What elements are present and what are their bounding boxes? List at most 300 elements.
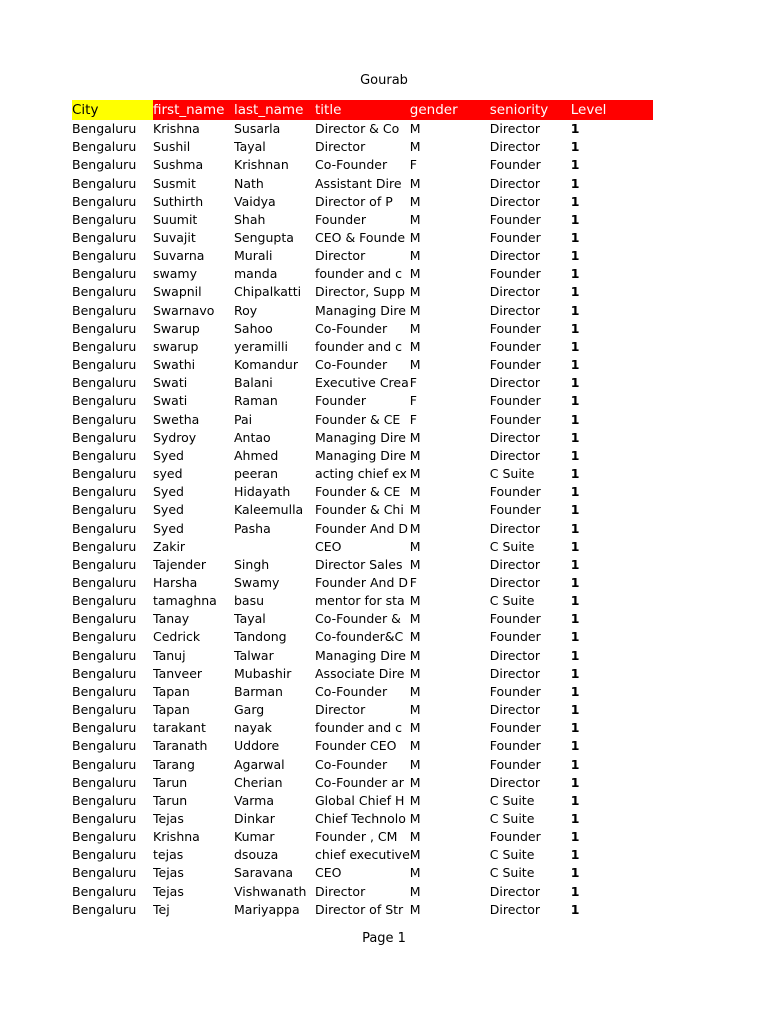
cell-first-name: Suthirth <box>153 193 204 209</box>
cell-last-name: Cherian <box>234 774 283 790</box>
cell-first-name: Swapnil <box>153 284 202 300</box>
cell-last-name: Agarwal <box>234 756 285 772</box>
cell-city: Bengaluru <box>72 211 137 227</box>
table-row <box>72 302 653 320</box>
cell-last-name: Saravana <box>234 865 294 881</box>
cell-seniority: C Suite <box>489 466 535 482</box>
cell-last-name: Varma <box>234 792 274 808</box>
table-header-row <box>72 100 653 120</box>
page-header: Gourab <box>360 73 408 88</box>
cell-level: 1 <box>570 484 580 500</box>
cell-city: Bengaluru <box>72 502 137 518</box>
cell-level: 1 <box>570 193 580 209</box>
cell-seniority: Founder <box>489 683 541 699</box>
cell-first-name: Sushil <box>153 139 191 155</box>
data-table <box>72 100 653 919</box>
cell-last-name: Dinkar <box>234 811 275 827</box>
cell-title: Co-Founder <box>315 756 388 772</box>
table-row <box>72 538 653 556</box>
cell-last-name: Antao <box>234 429 271 445</box>
cell-first-name: tejas <box>153 847 184 863</box>
cell-city: Bengaluru <box>72 865 137 881</box>
cell-last-name: nayak <box>234 720 272 736</box>
cell-seniority: Founder <box>489 338 541 354</box>
cell-gender: M <box>409 883 421 899</box>
cell-first-name: Harsha <box>153 574 198 590</box>
table-row <box>72 755 653 773</box>
cell-gender: M <box>409 121 421 137</box>
cell-title: Founder & Chi <box>315 502 404 518</box>
table-row <box>72 864 653 882</box>
cell-title: mentor for sta <box>315 593 405 609</box>
table-row <box>72 592 653 610</box>
cell-first-name: Swati <box>153 393 188 409</box>
cell-seniority: C Suite <box>489 847 535 863</box>
cell-city: Bengaluru <box>72 320 137 336</box>
cell-gender: M <box>409 284 421 300</box>
cell-first-name: Swarup <box>153 320 200 336</box>
cell-last-name: Sengupta <box>234 230 294 246</box>
cell-last-name: peeran <box>234 466 279 482</box>
cell-first-name: Tajender <box>153 556 207 572</box>
cell-gender: M <box>409 248 421 264</box>
cell-title: CEO <box>315 865 342 881</box>
cell-city: Bengaluru <box>72 393 137 409</box>
cell-level: 1 <box>570 847 580 863</box>
table-row <box>72 120 653 138</box>
table-row <box>72 429 653 447</box>
column-header-gender: gender <box>410 100 490 120</box>
table-row <box>72 774 653 792</box>
cell-gender: M <box>409 175 421 191</box>
table-row <box>72 247 653 265</box>
table-row <box>72 647 653 665</box>
cell-first-name: Krishna <box>153 121 200 137</box>
table-row <box>72 392 653 410</box>
cell-seniority: Director <box>489 520 540 536</box>
cell-city: Bengaluru <box>72 574 137 590</box>
cell-level: 1 <box>570 375 580 391</box>
cell-title: Director of Str <box>315 901 404 917</box>
cell-seniority: Director <box>489 556 540 572</box>
cell-level: 1 <box>570 466 580 482</box>
cell-city: Bengaluru <box>72 665 137 681</box>
cell-last-name: Kumar <box>234 829 275 845</box>
cell-last-name: Tayal <box>234 139 266 155</box>
cell-gender: M <box>409 593 421 609</box>
cell-level: 1 <box>570 683 580 699</box>
cell-seniority: Founder <box>489 393 541 409</box>
cell-city: Bengaluru <box>72 375 137 391</box>
table-row <box>72 174 653 192</box>
cell-title: Executive Crea <box>315 375 409 391</box>
cell-gender: M <box>409 556 421 572</box>
cell-last-name: Shah <box>234 211 266 227</box>
cell-level: 1 <box>570 230 580 246</box>
cell-city: Bengaluru <box>72 738 137 754</box>
cell-first-name: Krishna <box>153 829 200 845</box>
cell-city: Bengaluru <box>72 411 137 427</box>
cell-title: Co-Founder ar <box>315 774 404 790</box>
cell-title: Managing Dire <box>315 447 406 463</box>
table-row <box>72 683 653 701</box>
table-row <box>72 447 653 465</box>
cell-level: 1 <box>570 520 580 536</box>
cell-gender: M <box>409 357 421 373</box>
cell-gender: F <box>409 375 417 391</box>
cell-first-name: Sushma <box>153 157 204 173</box>
cell-first-name: Tanay <box>153 611 190 627</box>
table-row <box>72 156 653 174</box>
cell-title: Founder & CE <box>315 484 401 500</box>
cell-first-name: tarakant <box>153 720 206 736</box>
cell-title: Founder , CM <box>315 829 398 845</box>
cell-seniority: Founder <box>489 484 541 500</box>
cell-seniority: Founder <box>489 357 541 373</box>
cell-city: Bengaluru <box>72 338 137 354</box>
cell-gender: M <box>409 302 421 318</box>
cell-gender: M <box>409 683 421 699</box>
table-row <box>72 792 653 810</box>
cell-city: Bengaluru <box>72 466 137 482</box>
cell-level: 1 <box>570 284 580 300</box>
cell-last-name: manda <box>234 266 278 282</box>
cell-city: Bengaluru <box>72 593 137 609</box>
table-row <box>72 265 653 283</box>
cell-seniority: Director <box>489 574 540 590</box>
table-row <box>72 628 653 646</box>
table-row <box>72 574 653 592</box>
cell-gender: M <box>409 193 421 209</box>
cell-last-name: Nath <box>234 175 264 191</box>
cell-city: Bengaluru <box>72 901 137 917</box>
table-row <box>72 338 653 356</box>
cell-city: Bengaluru <box>72 357 137 373</box>
column-header-city: City <box>72 100 153 120</box>
table-row <box>72 556 653 574</box>
cell-last-name: Pai <box>234 411 253 427</box>
cell-city: Bengaluru <box>72 175 137 191</box>
cell-first-name: Susmit <box>153 175 196 191</box>
cell-title: founder and c <box>315 720 402 736</box>
table-row <box>72 501 653 519</box>
cell-title: Director of P <box>315 193 393 209</box>
cell-title: Director <box>315 248 366 264</box>
cell-last-name: Mubashir <box>234 665 292 681</box>
cell-title: chief executive <box>315 847 410 863</box>
cell-last-name: Ahmed <box>234 447 279 463</box>
cell-last-name: Singh <box>234 556 270 572</box>
cell-level: 1 <box>570 447 580 463</box>
cell-level: 1 <box>570 883 580 899</box>
cell-first-name: Tejas <box>153 883 184 899</box>
cell-gender: M <box>409 538 421 554</box>
cell-level: 1 <box>570 175 580 191</box>
cell-level: 1 <box>570 121 580 137</box>
cell-city: Bengaluru <box>72 792 137 808</box>
page-footer: Page 1 <box>362 931 406 946</box>
cell-first-name: Swati <box>153 375 188 391</box>
cell-first-name: Tejas <box>153 865 184 881</box>
cell-city: Bengaluru <box>72 556 137 572</box>
cell-level: 1 <box>570 139 580 155</box>
cell-title: Associate Dire <box>315 665 405 681</box>
cell-seniority: Director <box>489 647 540 663</box>
cell-city: Bengaluru <box>72 284 137 300</box>
cell-seniority: Founder <box>489 829 541 845</box>
table-row <box>72 846 653 864</box>
cell-level: 1 <box>570 211 580 227</box>
cell-last-name: Roy <box>234 302 258 318</box>
cell-level: 1 <box>570 157 580 173</box>
table-row <box>72 719 653 737</box>
cell-gender: M <box>409 338 421 354</box>
cell-level: 1 <box>570 611 580 627</box>
cell-last-name: Sahoo <box>234 320 273 336</box>
cell-seniority: C Suite <box>489 865 535 881</box>
cell-title: Founder CEO <box>315 738 397 754</box>
cell-first-name: Suvajit <box>153 230 196 246</box>
cell-gender: F <box>409 393 417 409</box>
cell-gender: M <box>409 865 421 881</box>
cell-seniority: C Suite <box>489 792 535 808</box>
cell-last-name: Vishwanath <box>234 883 307 899</box>
cell-last-name: Mariyappa <box>234 901 300 917</box>
cell-title: Founder <box>315 393 367 409</box>
cell-level: 1 <box>570 720 580 736</box>
column-header-first-name: first_name <box>153 100 234 120</box>
cell-last-name: Swamy <box>234 574 280 590</box>
cell-last-name: Tayal <box>234 611 266 627</box>
cell-title: Founder And D <box>315 574 408 590</box>
cell-title: founder and c <box>315 266 402 282</box>
column-header-seniority: seniority <box>490 100 571 120</box>
cell-seniority: Director <box>489 139 540 155</box>
cell-level: 1 <box>570 593 580 609</box>
cell-title: Co-founder&C <box>315 629 404 645</box>
cell-gender: M <box>409 466 421 482</box>
cell-seniority: Founder <box>489 320 541 336</box>
cell-title: Managing Dire <box>315 647 406 663</box>
table-body <box>72 120 653 919</box>
cell-first-name: Syed <box>153 447 184 463</box>
cell-city: Bengaluru <box>72 520 137 536</box>
cell-gender: M <box>409 629 421 645</box>
cell-gender: M <box>409 702 421 718</box>
cell-gender: M <box>409 320 421 336</box>
cell-title: Director <box>315 139 366 155</box>
cell-last-name: Talwar <box>234 647 274 663</box>
cell-title: CEO & Founde <box>315 230 406 246</box>
cell-city: Bengaluru <box>72 266 137 282</box>
cell-level: 1 <box>570 556 580 572</box>
table-row <box>72 519 653 537</box>
cell-city: Bengaluru <box>72 720 137 736</box>
cell-title: Director & Co <box>315 121 400 137</box>
cell-first-name: Tanveer <box>153 665 203 681</box>
cell-gender: M <box>409 901 421 917</box>
cell-first-name: Tej <box>153 901 170 917</box>
cell-last-name: basu <box>234 593 265 609</box>
cell-first-name: tamaghna <box>153 593 217 609</box>
cell-first-name: swamy <box>153 266 197 282</box>
cell-seniority: Director <box>489 248 540 264</box>
cell-level: 1 <box>570 901 580 917</box>
cell-first-name: Swetha <box>153 411 200 427</box>
cell-first-name: Suvarna <box>153 248 205 264</box>
cell-seniority: Director <box>489 665 540 681</box>
cell-seniority: Founder <box>489 756 541 772</box>
cell-level: 1 <box>570 829 580 845</box>
table-row <box>72 901 653 919</box>
table-row <box>72 883 653 901</box>
cell-last-name: Chipalkatti <box>234 284 302 300</box>
cell-city: Bengaluru <box>72 829 137 845</box>
cell-seniority: Founder <box>489 230 541 246</box>
cell-gender: M <box>409 756 421 772</box>
cell-last-name: Balani <box>234 375 273 391</box>
table-row <box>72 465 653 483</box>
cell-first-name: Zakir <box>153 538 186 554</box>
cell-gender: M <box>409 611 421 627</box>
cell-first-name: Tarang <box>153 756 195 772</box>
cell-title: Managing Dire <box>315 429 406 445</box>
cell-title: Director, Supp <box>315 284 405 300</box>
cell-last-name: Hidayath <box>234 484 291 500</box>
cell-city: Bengaluru <box>72 484 137 500</box>
cell-title: Managing Dire <box>315 302 406 318</box>
cell-level: 1 <box>570 502 580 518</box>
cell-seniority: Founder <box>489 738 541 754</box>
table-row <box>72 483 653 501</box>
cell-city: Bengaluru <box>72 883 137 899</box>
cell-gender: M <box>409 266 421 282</box>
cell-gender: M <box>409 429 421 445</box>
cell-seniority: Director <box>489 774 540 790</box>
cell-first-name: Syed <box>153 520 184 536</box>
cell-seniority: Founder <box>489 720 541 736</box>
cell-seniority: Director <box>489 702 540 718</box>
cell-first-name: Sydroy <box>153 429 197 445</box>
table-row <box>72 737 653 755</box>
cell-title: Director <box>315 883 366 899</box>
cell-seniority: Founder <box>489 502 541 518</box>
cell-level: 1 <box>570 538 580 554</box>
cell-seniority: C Suite <box>489 538 535 554</box>
cell-first-name: syed <box>153 466 183 482</box>
table-row <box>72 665 653 683</box>
table-row <box>72 610 653 628</box>
cell-first-name: swarup <box>153 338 199 354</box>
cell-seniority: Founder <box>489 611 541 627</box>
cell-city: Bengaluru <box>72 230 137 246</box>
cell-gender: M <box>409 502 421 518</box>
cell-gender: M <box>409 738 421 754</box>
table-row <box>72 229 653 247</box>
column-header-last-name: last_name <box>234 100 315 120</box>
cell-first-name: Syed <box>153 484 184 500</box>
cell-city: Bengaluru <box>72 157 137 173</box>
cell-city: Bengaluru <box>72 683 137 699</box>
cell-last-name: Raman <box>234 393 278 409</box>
cell-last-name: Murali <box>234 248 273 264</box>
cell-last-name: dsouza <box>234 847 279 863</box>
table-row <box>72 828 653 846</box>
cell-city: Bengaluru <box>72 302 137 318</box>
cell-title: CEO <box>315 538 342 554</box>
cell-city: Bengaluru <box>72 121 137 137</box>
cell-gender: M <box>409 774 421 790</box>
cell-seniority: Founder <box>489 411 541 427</box>
cell-last-name: yeramilli <box>234 338 288 354</box>
cell-last-name: Krishnan <box>234 157 289 173</box>
cell-city: Bengaluru <box>72 139 137 155</box>
cell-level: 1 <box>570 411 580 427</box>
cell-gender: M <box>409 665 421 681</box>
cell-gender: M <box>409 792 421 808</box>
cell-city: Bengaluru <box>72 702 137 718</box>
cell-seniority: Founder <box>489 211 541 227</box>
cell-seniority: Director <box>489 447 540 463</box>
cell-level: 1 <box>570 338 580 354</box>
table-row <box>72 356 653 374</box>
cell-level: 1 <box>570 647 580 663</box>
cell-title: Chief Technolo <box>315 811 406 827</box>
cell-seniority: Director <box>489 302 540 318</box>
cell-last-name: Tandong <box>234 629 287 645</box>
cell-last-name: Barman <box>234 683 283 699</box>
cell-seniority: Director <box>489 284 540 300</box>
table-row <box>72 138 653 156</box>
cell-title: Co-Founder <box>315 320 388 336</box>
cell-seniority: C Suite <box>489 811 535 827</box>
cell-title: Co-Founder & <box>315 611 401 627</box>
cell-gender: M <box>409 447 421 463</box>
column-header-level: Level <box>571 100 653 120</box>
cell-first-name: Syed <box>153 502 184 518</box>
cell-city: Bengaluru <box>72 847 137 863</box>
cell-gender: F <box>409 574 417 590</box>
cell-last-name: Susarla <box>234 121 281 137</box>
cell-title: Founder & CE <box>315 411 401 427</box>
cell-last-name: Kaleemulla <box>234 502 304 518</box>
column-header-title: title <box>315 100 410 120</box>
cell-city: Bengaluru <box>72 248 137 264</box>
table-row <box>72 193 653 211</box>
cell-city: Bengaluru <box>72 647 137 663</box>
cell-title: Global Chief H <box>315 792 405 808</box>
cell-gender: M <box>409 829 421 845</box>
cell-last-name: Vaidya <box>234 193 276 209</box>
cell-first-name: Tejas <box>153 811 184 827</box>
cell-title: Founder <box>315 211 367 227</box>
cell-first-name: Tapan <box>153 702 190 718</box>
cell-seniority: Founder <box>489 157 541 173</box>
cell-city: Bengaluru <box>72 429 137 445</box>
cell-seniority: C Suite <box>489 593 535 609</box>
cell-city: Bengaluru <box>72 611 137 627</box>
cell-city: Bengaluru <box>72 756 137 772</box>
cell-last-name: Pasha <box>234 520 271 536</box>
cell-level: 1 <box>570 702 580 718</box>
cell-seniority: Founder <box>489 266 541 282</box>
cell-city: Bengaluru <box>72 774 137 790</box>
cell-title: Co-Founder <box>315 683 388 699</box>
cell-gender: F <box>409 411 417 427</box>
table-row <box>72 283 653 301</box>
cell-city: Bengaluru <box>72 193 137 209</box>
cell-last-name: Uddore <box>234 738 280 754</box>
